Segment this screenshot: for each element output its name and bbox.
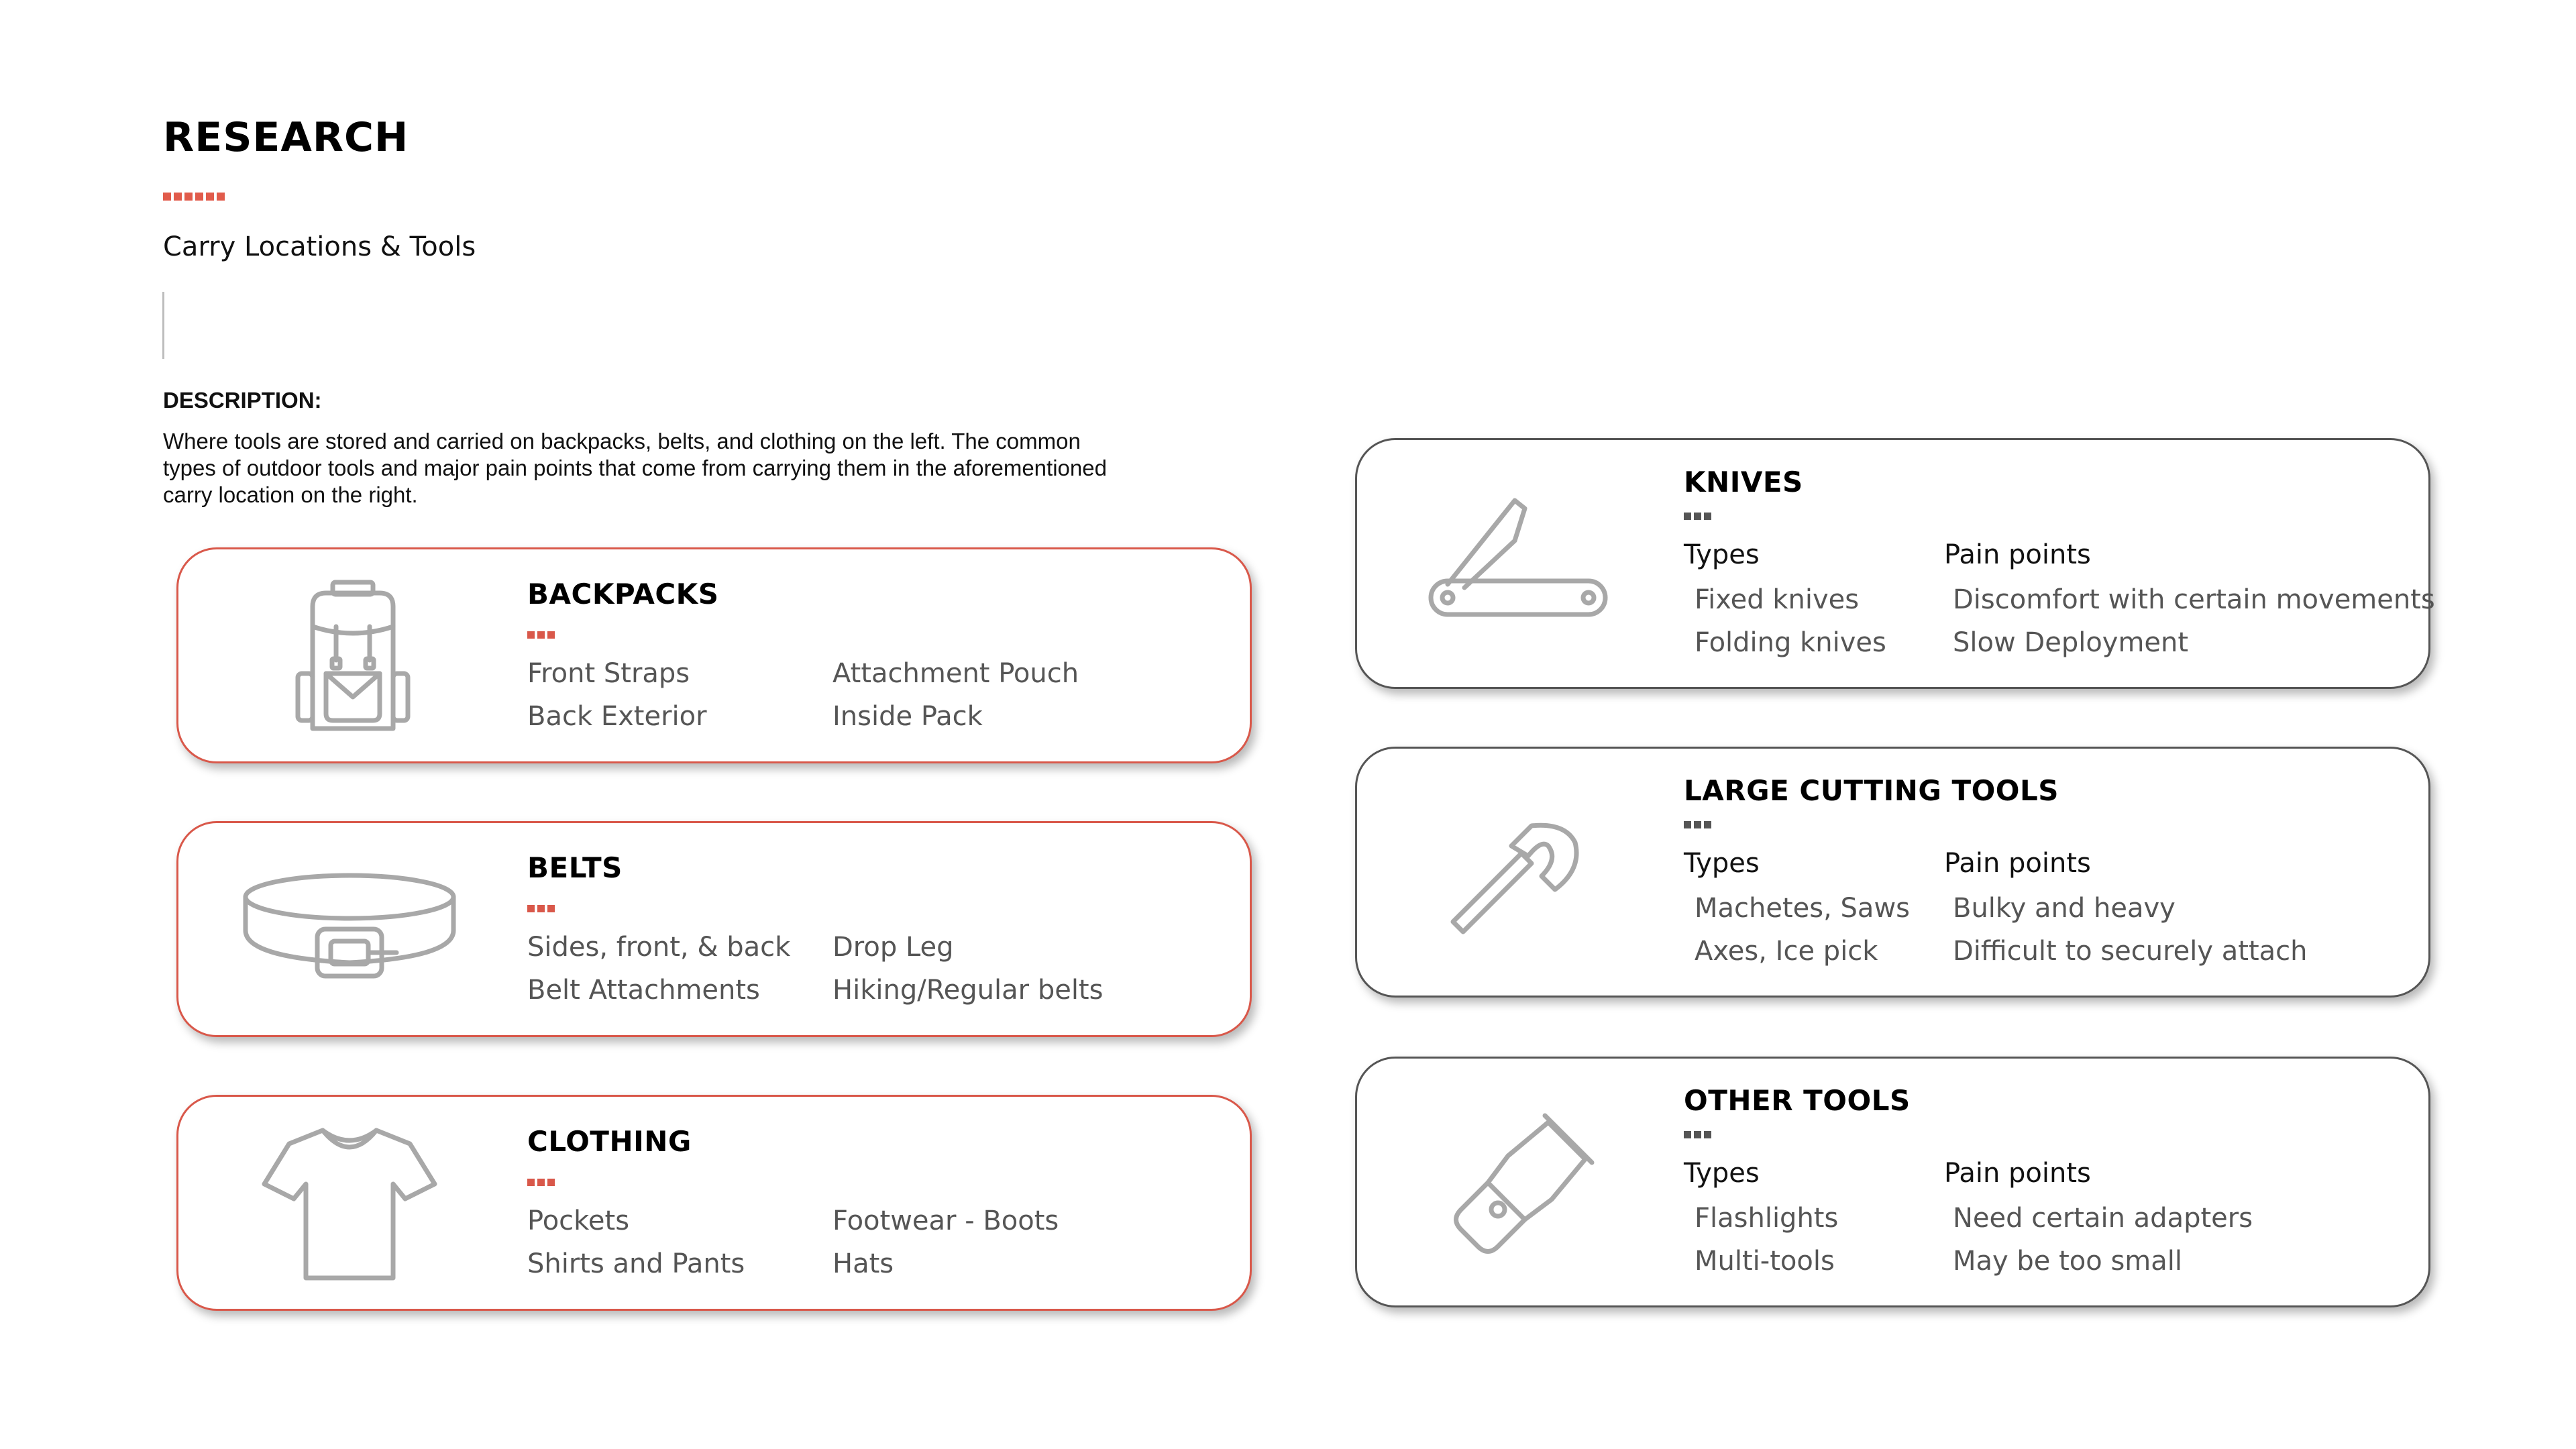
folding-knife-icon bbox=[1424, 494, 1612, 628]
description-label: DESCRIPTION: bbox=[163, 388, 322, 413]
card-title: KNIVES bbox=[1684, 466, 1803, 498]
pain-points-header: Pain points bbox=[1944, 539, 2091, 570]
title-accent-dashes bbox=[163, 193, 225, 201]
tool-type: Machetes, Saws bbox=[1695, 893, 1910, 924]
card-title: LARGE CUTTING TOOLS bbox=[1684, 774, 2059, 807]
description-text: Where tools are stored and carried on backpacks, belts, and clothing on the left. The common types of outdoor tools and major pain points that come from carrying them in the aforementioned carry location on the right. bbox=[163, 429, 1107, 507]
pain-point: Need certain adapters bbox=[1953, 1203, 2253, 1234]
tool-card-large-cutting-tools bbox=[1355, 747, 2430, 998]
carry-item: Front Straps bbox=[527, 658, 690, 689]
carry-item: Inside Pack bbox=[833, 701, 983, 732]
carry-item: Belt Attachments bbox=[527, 975, 760, 1006]
card-title: BACKPACKS bbox=[527, 578, 719, 610]
card-title: OTHER TOOLS bbox=[1684, 1084, 1911, 1117]
carry-item: Hats bbox=[833, 1248, 894, 1279]
flashlight-icon bbox=[1444, 1106, 1599, 1267]
axe-icon bbox=[1444, 812, 1592, 940]
types-header: Types bbox=[1684, 1158, 1760, 1189]
belt-icon bbox=[239, 863, 460, 998]
page-subtitle: Carry Locations & Tools bbox=[163, 231, 476, 262]
card-title: BELTS bbox=[527, 851, 623, 884]
carry-card-clothing bbox=[176, 1095, 1252, 1311]
pain-point: Discomfort with certain movements bbox=[1953, 584, 2435, 615]
pain-points-header: Pain points bbox=[1944, 848, 2091, 879]
carry-item: Sides, front, & back bbox=[527, 932, 791, 963]
types-header: Types bbox=[1684, 539, 1760, 570]
carry-card-backpacks bbox=[176, 547, 1252, 763]
pain-points-header: Pain points bbox=[1944, 1158, 2091, 1189]
backpack-icon bbox=[279, 576, 427, 737]
types-header: Types bbox=[1684, 848, 1760, 879]
tool-type: Multi-tools bbox=[1695, 1246, 1835, 1277]
tool-card-other-tools bbox=[1355, 1057, 2430, 1307]
carry-item: Hiking/Regular belts bbox=[833, 975, 1104, 1006]
tool-card-knives bbox=[1355, 438, 2435, 689]
carry-item: Pockets bbox=[527, 1205, 630, 1236]
card-accent-dashes bbox=[1684, 821, 1711, 828]
pain-point: Difficult to securely attach bbox=[1953, 936, 2308, 967]
carry-item: Attachment Pouch bbox=[833, 658, 1079, 689]
card-accent-dashes bbox=[527, 631, 555, 639]
card-title: CLOTHING bbox=[527, 1125, 692, 1158]
card-accent-dashes bbox=[527, 1179, 555, 1186]
divider-line bbox=[162, 292, 164, 359]
tool-type: Folding knives bbox=[1695, 627, 1886, 658]
card-accent-dashes bbox=[1684, 513, 1711, 520]
pain-point: Slow Deployment bbox=[1953, 627, 2189, 658]
carry-card-belts bbox=[176, 821, 1252, 1037]
tool-type: Fixed knives bbox=[1695, 584, 1860, 615]
page-title: RESEARCH bbox=[163, 114, 409, 161]
tshirt-icon bbox=[256, 1124, 443, 1285]
carry-item: Back Exterior bbox=[527, 701, 707, 732]
carry-item: Footwear - Boots bbox=[833, 1205, 1059, 1236]
tool-type: Axes, Ice pick bbox=[1695, 936, 1878, 967]
carry-item: Shirts and Pants bbox=[527, 1248, 745, 1279]
pain-point: Bulky and heavy bbox=[1953, 893, 2176, 924]
carry-item: Drop Leg bbox=[833, 932, 954, 963]
tool-type: Flashlights bbox=[1695, 1203, 1839, 1234]
card-accent-dashes bbox=[527, 905, 555, 912]
pain-point: May be too small bbox=[1953, 1246, 2183, 1277]
card-accent-dashes bbox=[1684, 1131, 1711, 1138]
